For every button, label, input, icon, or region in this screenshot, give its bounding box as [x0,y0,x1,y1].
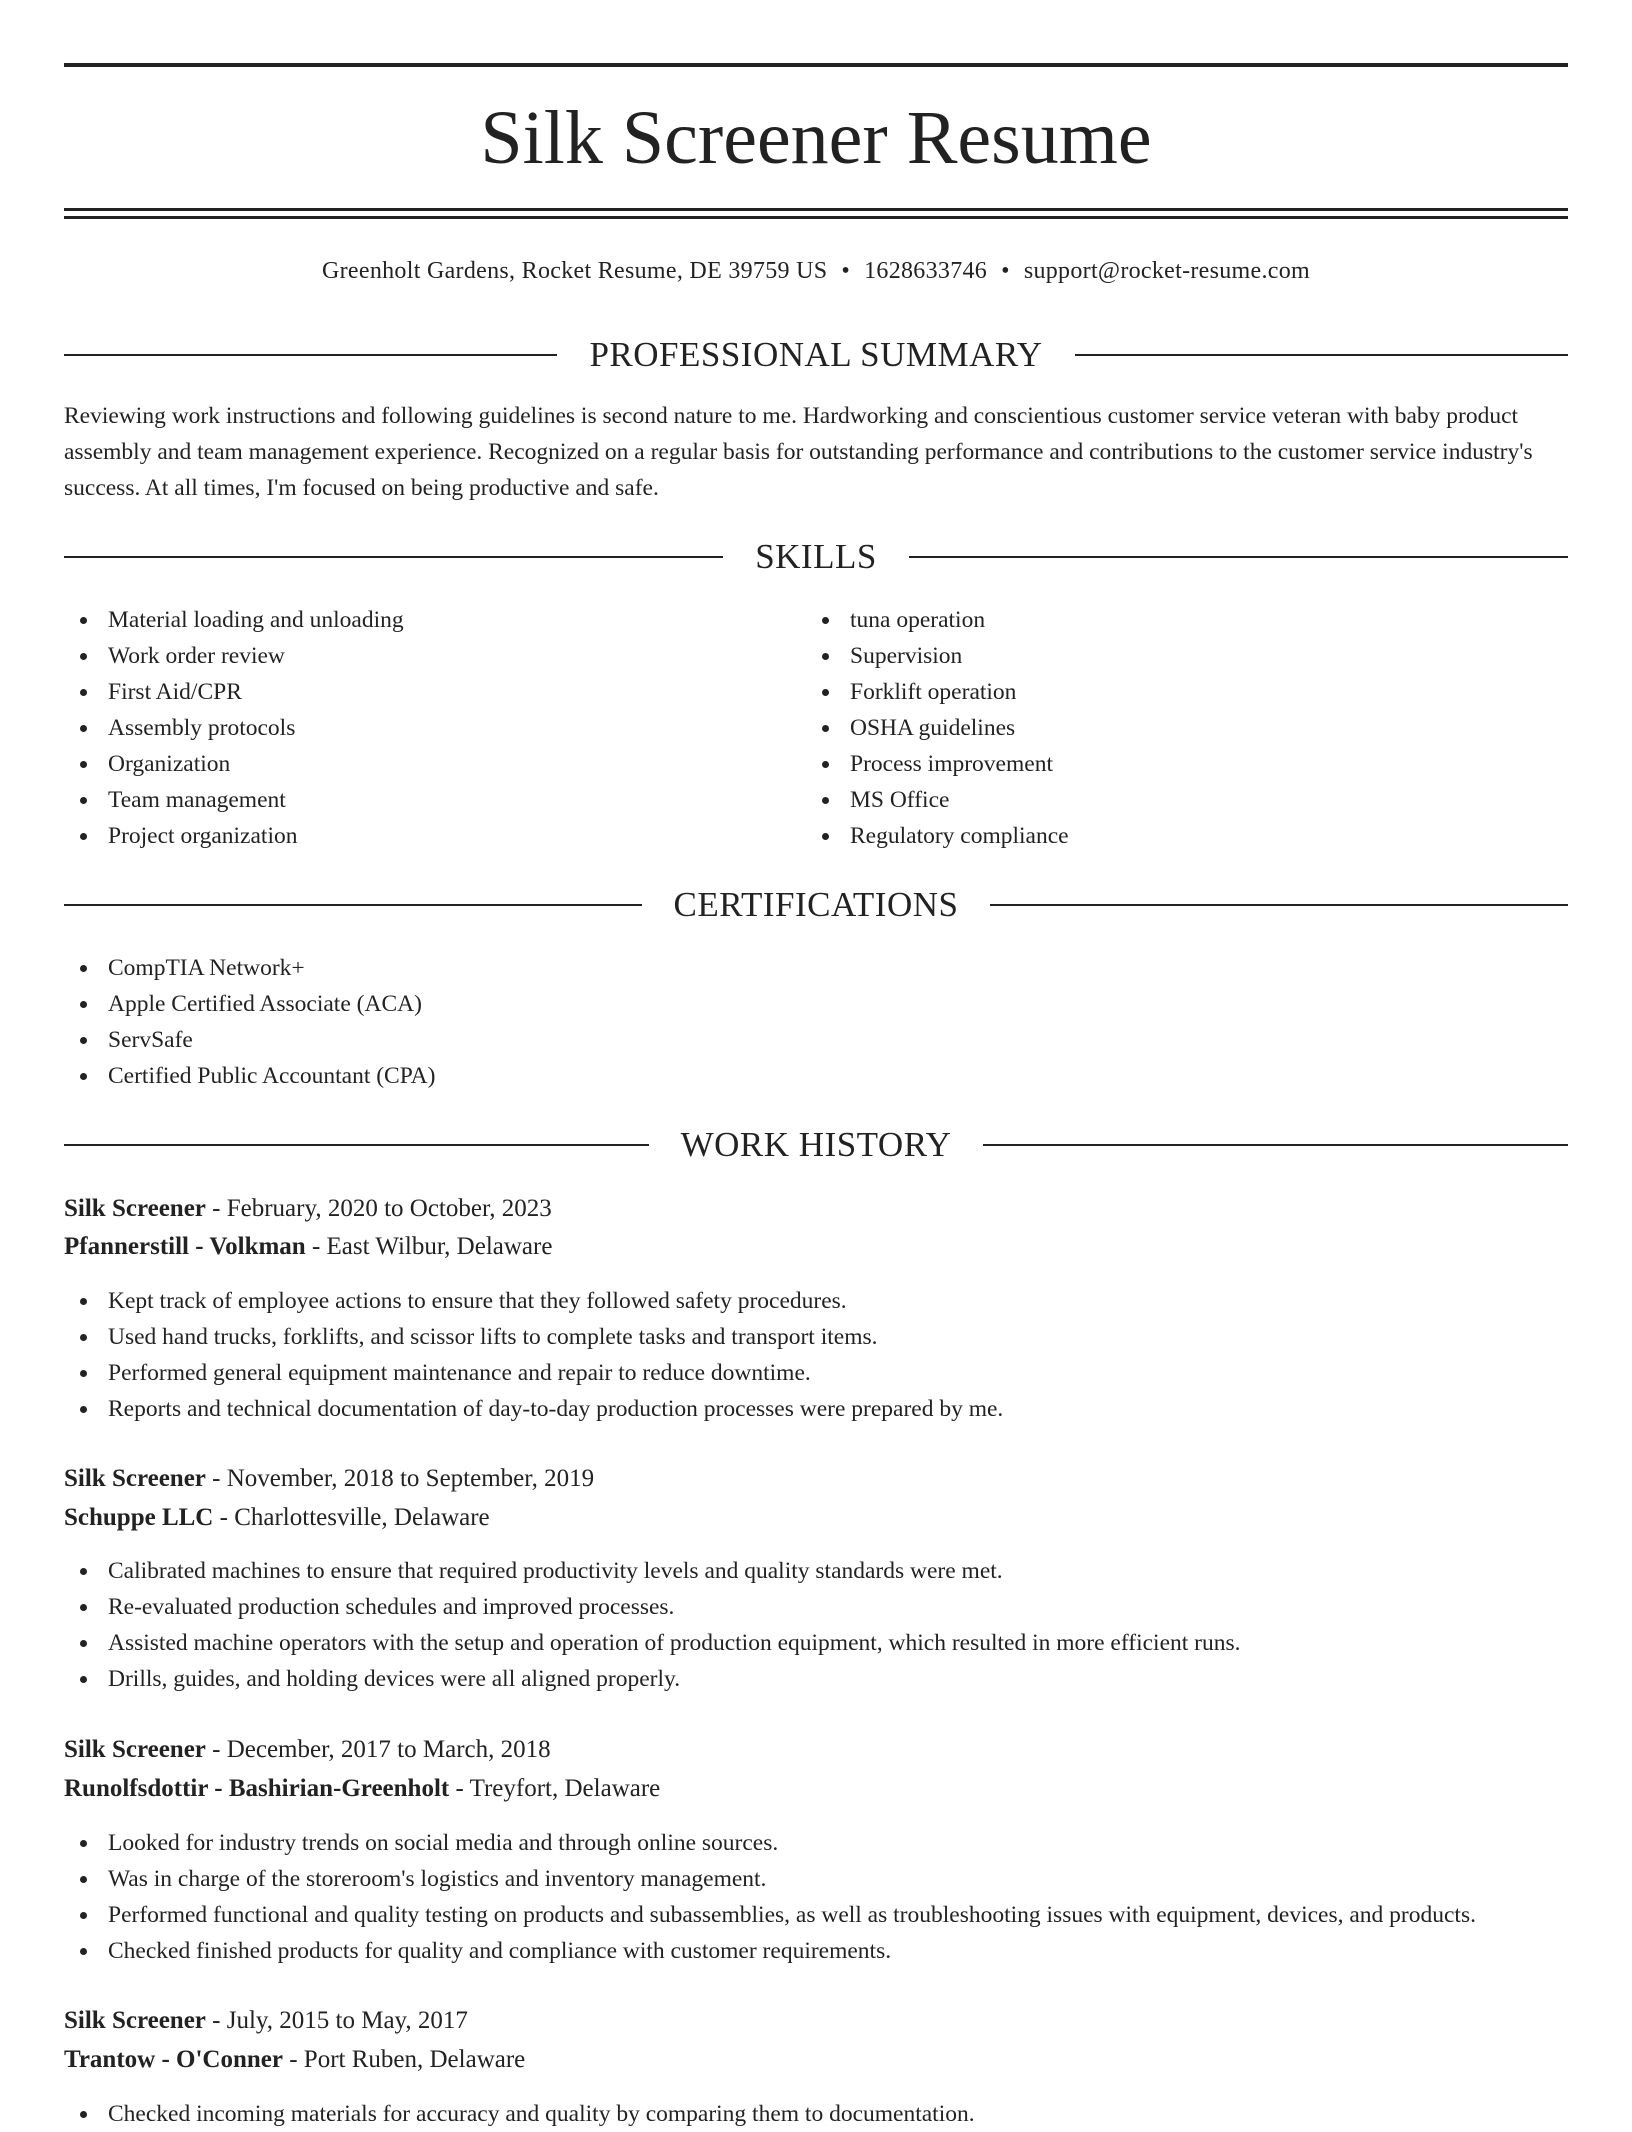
job-bullets [64,1553,1568,1697]
job-location: - Charlottesville, Delaware [213,1504,490,1531]
skill-item: Assembly protocols [64,710,804,746]
heading-rule-left [64,904,642,906]
contact-line [64,254,1568,288]
job-title-line [64,1732,1568,1768]
section-title: WORK HISTORY [680,1125,952,1164]
job-title-line [64,1461,1568,1497]
heading-rule-right [909,556,1568,558]
contact-address: Greenholt Gardens, Rocket Resume, DE 39759 US [322,258,828,284]
job-title-line [64,2003,1568,2039]
certifications-list [64,950,1568,1094]
job-bullet: Assisted machine operators with the setup and operation of production equipment, which resulted in more efficient runs. [64,1625,1568,1661]
skill-item: MS Office [806,782,1546,818]
resume-title: Silk Screener Resume [480,96,1152,180]
heading-rule-left [64,354,557,356]
certification-item: Certified Public Accountant (CPA) [64,1058,1568,1094]
contact-email: support@rocket-resume.com [1023,258,1310,284]
heading-rule-left [64,556,723,558]
job-title: Silk Screener [64,1195,206,1222]
contact-phone: 1628633746 [864,258,988,284]
job-bullet: Looked for industry trends on social media and through online sources. [64,1825,1568,1861]
job-bullets [64,1283,1568,1427]
skill-item: Material loading and unloading [64,602,804,638]
heading-rule-right [983,1144,1568,1146]
job-company: Trantow - O'Conner [64,2046,283,2073]
job-location: - East Wilbur, Delaware [305,1233,553,1260]
job-dates: - December, 2017 to March, 2018 [205,1736,551,1763]
skill-item: Process improvement [806,746,1546,782]
section-heading-summary [64,333,1568,377]
certification-item: CompTIA Network+ [64,950,1568,986]
certification-item: Apple Certified Associate (ACA) [64,986,1568,1022]
skill-item: Team management [64,782,804,818]
heading-rule-left [64,1144,649,1146]
skill-item: Supervision [806,638,1546,674]
job-bullet: Checked finished products for quality and compliance with customer requirements. [64,1933,1568,1969]
section-title: CERTIFICATIONS [673,885,959,924]
job-bullet: Re-evaluated production schedules and improved processes. [64,1589,1568,1625]
section-heading-skills [64,535,1568,579]
skill-item: Regulatory compliance [806,818,1546,854]
skill-item: Work order review [64,638,804,674]
skill-item: First Aid/CPR [64,674,804,710]
job-bullet: Checked incoming materials for accuracy and quality by comparing them to documentation. [64,2096,1568,2132]
job-employer-line [64,1500,1568,1536]
certification-item: ServSafe [64,1022,1568,1058]
job-bullets [64,2096,1568,2132]
job-dates: - February, 2020 to October, 2023 [205,1195,552,1222]
contact-separator: • [1001,258,1010,284]
job-dates: - July, 2015 to May, 2017 [205,2007,468,2034]
job-company: Runolfsdottir - Bashirian-Greenholt [64,1775,450,1802]
skill-item: Project organization [64,818,804,854]
job-employer-line [64,1771,1568,1807]
job-bullet: Used hand trucks, forklifts, and scissor lifts to complete tasks and transport items. [64,1319,1568,1355]
heading-rule-right [990,904,1568,906]
job-title: Silk Screener [64,1736,206,1763]
job-bullet: Performed general equipment maintenance and repair to reduce downtime. [64,1355,1568,1391]
header-double-rule-upper [64,208,1568,211]
section-heading-certifications [64,883,1568,927]
job-title: Silk Screener [64,2007,206,2034]
job-location: - Treyfort, Delaware [449,1775,661,1802]
header-double-rule-lower [64,216,1568,219]
job-dates: - November, 2018 to September, 2019 [205,1465,595,1492]
job-location: - Port Ruben, Delaware [282,2046,526,2073]
skill-item: Organization [64,746,804,782]
job-title: Silk Screener [64,1465,206,1492]
skill-item: Forklift operation [806,674,1546,710]
job-company: Schuppe LLC [64,1504,214,1531]
job-company: Pfannerstill - Volkman [64,1233,306,1260]
job-bullet: Calibrated machines to ensure that required productivity levels and quality standards were met. [64,1553,1568,1589]
job-employer-line [64,1229,1568,1265]
job-bullet: Drills, guides, and holding devices were all aligned properly. [64,1661,1568,1697]
contact-separator: • [841,258,851,284]
section-title: PROFESSIONAL SUMMARY [589,335,1043,374]
skill-item: tuna operation [806,602,1546,638]
job-bullet: Was in charge of the storeroom's logistics and inventory management. [64,1861,1568,1897]
section-title: SKILLS [755,537,877,576]
heading-rule-right [1075,354,1568,356]
job-bullet: Performed functional and quality testing on products and subassemblies, as well as troubleshooting issues with equipment, devices, and products. [64,1897,1568,1933]
section-heading-work-history [64,1123,1568,1167]
job-bullet: Reports and technical documentation of day-to-day production processes were prepared by me. [64,1391,1568,1427]
job-employer-line [64,2042,1568,2078]
header-top-rule [64,63,1568,67]
summary-text: Reviewing work instructions and following guidelines is second nature to me. Hardworking and conscientious customer service veteran with baby product assembly and team management experience. Recognized on a regular basis for outstanding performance and contributions to the customer service industry's success. At all times, I'm focused on being productive and safe. [64,403,1533,501]
job-bullet: Kept track of employee actions to ensure that they followed safety procedures. [64,1283,1568,1319]
skills-list-left [64,602,804,854]
job-title-line [64,1191,1568,1227]
skill-item: OSHA guidelines [806,710,1546,746]
skills-list-right [806,602,1546,854]
job-bullets [64,1825,1568,1969]
